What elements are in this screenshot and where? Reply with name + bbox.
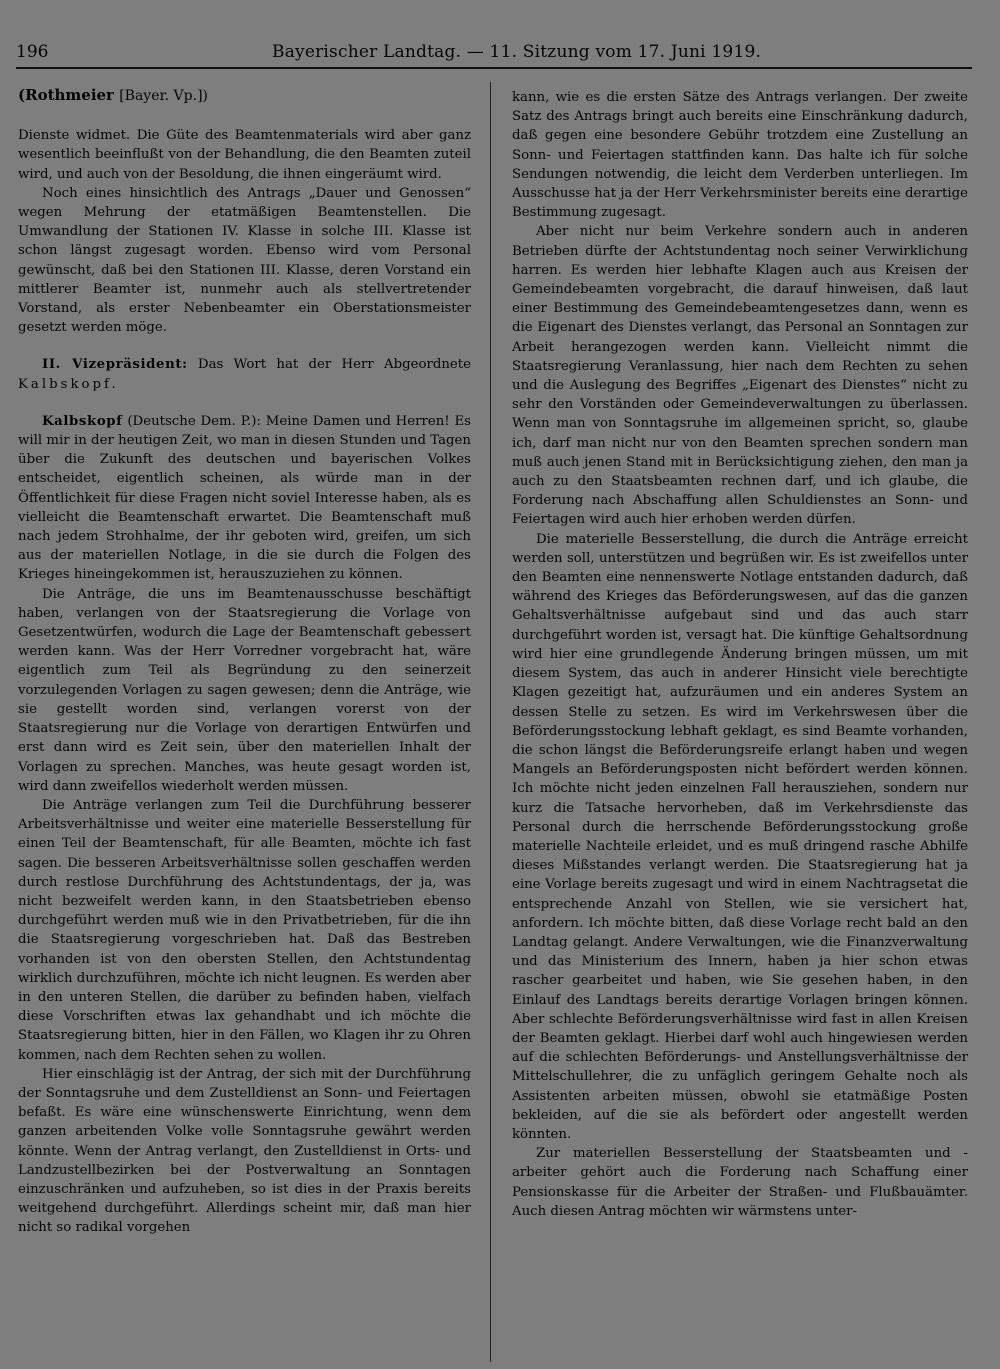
- paragraph: Die Anträge verlangen zum Teil die Durchführung besserer Arbeitsverhältnisse und weiter eine materielle Besserstellung für einen Teil der Beamtenschaft, für alle Beamten, möchte ich fast sagen. Die besseren Arbeitsverhältnisse sollen geschaffen werden durch restlose Durchführung des Achtstundentags, der ja, was nicht bezweifelt werden kann, in den Staatsbetrieben ebenso durchgeführt werden muß wie in den Privatbetrieben, für die ihn die Staatsregierung vorgeschrieben hat. Daß das Bestreben vorhanden ist von den obersten Stellen, den Achtstundentag wirklich durchzuführen, möchte ich nicht leugnen. Es werden aber in den unteren Stellen, die darüber zu befinden haben, vielfach diese Vorschriften etwas lax gehandhabt und ich möchte die Staatsregierung bitten, hier in den Fällen, wo Klagen ihr zu Ohren kommen, nach dem Rechten sehen zu wollen.: [18, 797, 471, 1063]
- paragraph: Dienste widmet. Die Güte des Beamtenmaterials wird aber ganz wesentlich beeinflußt von der Behandlung, die den Beamten zuteil wird, und auch von der Besoldung, die ihnen eingeräumt wird.: [18, 128, 471, 182]
- speaker-name: Kalbskopf: [42, 413, 123, 429]
- paragraph: Die materielle Besserstellung, die durch die Anträge erreicht werden soll, unterstützen und begrüßen wir. Es ist zweifellos unter den Beamten eine nennenswerte Notlage entstanden dadurch, daß während des Krieges das Beförderungswesen, auf das die ganzen Gehaltsverhältnisse aufgebaut sind und das auch starr durchgeführt worden ist, versagt hat. Die künftige Gehaltsordnung wird hier eine grundlegende Änderung bringen müssen, um mit diesem System, das auch in anderer Hinsicht viele berechtigte Klagen gezeitigt hat, aufzuräumen und ein anderes System an dessen Stelle zu setzen. Es wird im Verkehrswesen über die Beförderungsstockung lebhaft geklagt, es sind Beamte vorhanden, die schon längst die Beförderungsreife erlangt haben und wegen Mangels an Beförderungsposten nicht befördert werden können. Ich möchte nicht jeden einzelnen Fall herausziehen, sondern nur kurz die Tatsache hervorheben, daß im Verkehrsdienste das Personal durch die herrschende Beförderungsstockung große materielle Nachteile erleidet, und es muß dringend rasche Abhilfe dieses Mißstandes verlangt werden. Die Staatsregierung hat ja eine Vorlage bereits zugesagt und wird in einem Nachtragsetat die entsprechende Anzahl von Stellen, wie sie versichert hat, anfordern. Ich möchte bitten, daß diese Vorlage recht bald an den Landtag gelangt. Andere Verwaltungen, wie die Finanzverwaltung und das Ministerium des Innern, haben ja hier schon etwas rascher gearbeitet und haben, wie Sie gesehen haben, in den Einlauf des Landtags bereits derartige Vorlagen bringen können. Aber schlechte Beförderungsverhältnisse wird fast in allen Kreisen der Beamten geklagt. Hierbei darf wohl auch hingewiesen werden auf die schlechten Beförderungs- und Anstellungsverhältnisse der Mittelschullehrer, die zu unfäglich geringem Gehalte noch als Assistenten arbeiten müssen, obwohl sie etatmäßige Posten bekleiden, auf die sie als befördert oder angestellt werden könnten.: [512, 531, 968, 1142]
- header-rule: [16, 67, 972, 69]
- running-title: Bayerischer Landtag. — 11. Sitzung vom 17. Juni 1919.: [272, 42, 762, 62]
- vizepraesident-paragraph: [18, 355, 471, 393]
- speaker-continuation-head: [18, 86, 471, 106]
- paragraph: Noch eines hinsichtlich des Antrags „Dauer und Genossen“ wegen Mehrung der etatmäßigen Beamtenstellen. Die Umwandlung der Stationen IV. Klasse in solche III. Klasse ist schon längst zugesagt worden. Ebenso wird vom Personal gewünscht, daß bei den Stationen III. Klasse, deren Vorstand ein mittlerer Beamter ist, nunmehr auch als stellvertretender Vorstand, als erster Nebenbeamter ein Oberstationsmeister gesetzt werden möge.: [18, 185, 471, 336]
- paragraph: kann, wie es die ersten Sätze des Antrags verlangen. Der zweite Satz des Antrags bringt auch bereits eine Einschränkung dadurch, daß gegen eine besondere Gebühr trotzdem eine Zustellung an Sonn- und Feiertagen stattfinden kann. Das halte ich für solche Sendungen notwendig, die leicht dem Verderben unterliegen. Im Ausschusse hat ja der Herr Verkehrsminister bereits eine derartige Bestimmung zugesagt.: [512, 90, 968, 221]
- paragraph: Zur materiellen Besserstellung der Staatsbeamten und -arbeiter gehört auch die Forderung nach Schaffung einer Pensionskasse für die Arbeiter der Straßen- und Flußbauämter. Auch diesen Antrag möchten wir wärmstens unter-: [512, 1146, 968, 1219]
- column-divider: [490, 82, 491, 1362]
- right-column: [512, 88, 968, 1363]
- named-delegate: Kalbskopf.: [18, 376, 119, 392]
- kalbskopf-paragraph: [18, 412, 471, 585]
- paragraph: Die Anträge, die uns im Beamtenausschusse beschäftigt haben, verlangen von der Staatsregierung die Vorlage von Gesetzentwürfen, wodurch die Lage der Beamtenschaft gebessert werden kann. Was der Herr Vorredner vorgebracht hat, wäre eigentlich zum Teil als Begründung zu den seinerzeit vorzulegenden Vorlagen zu sagen gewesen; denn die Anträge, wie sie gestellt worden sind, verlangen vorerst von der Staatsregierung nur die Vorlage von derartigen Entwürfen und erst dann wird es Zeit sein, über den materiellen Inhalt der Vorlagen zu sprechen. Manches, was heute gesagt worden ist, wird dann zweifellos wiederholt werden müssen.: [18, 586, 471, 794]
- speech-text: (Deutsche Dem. P.): Meine Damen und Herren! Es will mir in der heutigen Zeit, wo man in diesen Stunden und Tagen über die Zukunft des deutschen und bayerischen Volkes entscheidet, eigentlich scheinen, als würde man in der Öffentlichkeit für diese Fragen nicht soviel Interesse haben, als es vielleicht die Beamtenschaft erwartet. Die Beamtenschaft muß nach jedem Strohhalme, der ihr geboten wird, greifen, um sich aus der materiellen Notlage, in die sie durch die Folgen des Krieges hineingekommen ist, herauszuziehen zu können.: [18, 413, 471, 583]
- speaker-name: (Rothmeier: [18, 86, 114, 104]
- left-column: [18, 86, 471, 1361]
- page-number: 196: [16, 42, 49, 62]
- paragraph: Hier einschlägig ist der Antrag, der sich mit der Durchführung der Sonntagsruhe und dem Zustelldienst an Sonn- und Feiertagen befaßt. Es wäre eine wünschenswerte Einrichtung, wenn dem ganzen arbeitenden Volke volle Sonntagsruhe gewährt werden könnte. Wenn der Antrag verlangt, den Zustelldienst in Orts- und Landzustellbezirken bei der Postverwaltung an Sonntagen einzuschränken und aufzuheben, so ist dies in der Praxis bereits weitgehend durchgeführt. Allerdings scheint mir, daß man hier nicht so radikal vorgehen: [18, 1066, 471, 1236]
- paragraph: Aber nicht nur beim Verkehre sondern auch in anderen Betrieben dürfte der Achtstundentag noch seiner Verwirklichung harren. Es werden hier lebhafte Klagen auch aus Kreisen der Gemeindebeamten vorgebracht, die darauf hinweisen, daß laut einer Bestimmung des Gemeindebeamtengesetzes dann, wenn es die Eigenart des Dienstes verlangt, das Personal an Sonntagen zur Arbeit herangezogen werden kann. Vielleicht nimmt die Staatsregierung Veranlassung, hier nach dem Rechten zu sehen und die Auslegung des Begriffes „Eigenart des Dienstes“ nicht zu sehr den Vorständen oder Gemeindeverwaltungen zu überlassen. Wenn man von Sonntagsruhe im allgemeinen spricht, so, glaube ich, darf man nicht nur von den Beamten sprechen sondern man muß auch jenen Stand mit in Berücksichtigung ziehen, den man ja auch zu den Staatsbeamten rechnen darf, und ich glaube, die Forderung nach Abschaffung allen Schuldienstes an Sonn- und Feiertagen wird auch hier erhoben werden dürfen.: [512, 224, 968, 528]
- speech-text: Das Wort hat der Herr Abgeordnete: [187, 357, 471, 373]
- page-header: [16, 38, 972, 68]
- speaker-party: [Bayer. Vp.]): [119, 88, 208, 104]
- speaker-name: II. Vizepräsident:: [42, 357, 188, 373]
